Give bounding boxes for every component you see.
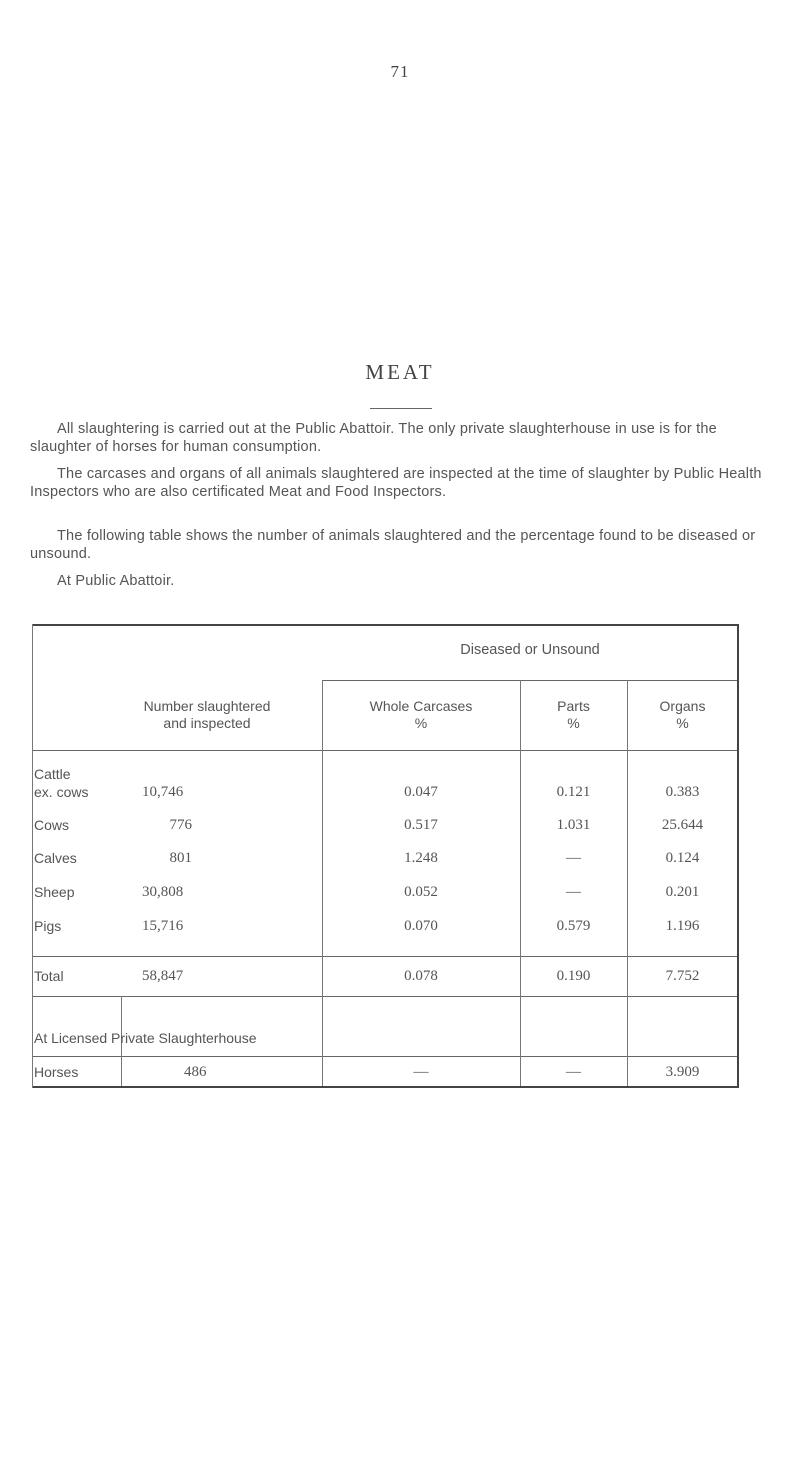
cell-organs-total: 7.752 [665, 968, 700, 984]
page-number: 71 [390, 62, 410, 81]
cell-whole: 0.047 [404, 784, 438, 800]
total-top-rule [32, 956, 738, 957]
row-label-calves: Calves [34, 850, 77, 866]
column-divider-organs [627, 680, 628, 1086]
cell-number: 30,808 [142, 884, 184, 900]
cell-parts: 0.121 [556, 784, 591, 800]
row-label-pigs: Pigs [34, 918, 62, 934]
header-whole-carcases: Whole Carcases [369, 698, 473, 714]
table-top-border [32, 624, 738, 626]
page-title: MEAT [365, 360, 435, 384]
paragraph-table-intro: The following table shows the number of animals slaughtered and the percentage found to be diseased or unsound. [30, 528, 756, 562]
cell-whole-total: 0.078 [404, 968, 438, 984]
licensed-section-label: At Licensed Private Slaughterhouse [34, 1030, 257, 1046]
cell-number: 776 [169, 817, 192, 833]
group-header-diseased: Diseased or Unsound [460, 642, 600, 658]
cell-organs: 0.124 [665, 850, 700, 866]
cell-number: 15,716 [142, 918, 184, 934]
row-label-cattle: Cattle [34, 766, 71, 782]
row-label-total: Total [34, 968, 64, 984]
row-label-sheep: Sheep [34, 884, 75, 900]
cell-organs: 25.644 [661, 817, 704, 833]
paragraph-abattoir: All slaughtering is carried out at the Public Abattoir. The only private slaughterhouse in use is for the slaughter of horses for human consumption. [30, 421, 717, 455]
heading-divider [370, 408, 432, 409]
header-organs-pct: % [676, 715, 689, 731]
cell-number: 10,746 [142, 784, 184, 800]
cell-organs: 1.196 [665, 918, 700, 934]
cell-whole: 1.248 [404, 850, 438, 866]
row-label-cows: Cows [34, 817, 70, 833]
header-number-line2: and inspected [163, 715, 251, 731]
cell-parts-total: 0.190 [556, 968, 591, 984]
table-bottom-border [32, 1086, 738, 1088]
cell-number: 801 [169, 850, 192, 866]
cell-number-horses: 486 [184, 1064, 207, 1080]
header-bottom-rule [32, 750, 738, 751]
cell-parts: — [566, 884, 581, 900]
cell-whole: 0.052 [404, 884, 438, 900]
header-organs: Organs [659, 698, 706, 714]
header-number-line1: Number slaughtered [143, 698, 271, 714]
total-bottom-rule [32, 996, 738, 997]
row-label-cattle-sub: ex. cows [34, 784, 89, 800]
cell-parts: — [566, 850, 581, 866]
row-label-horses: Horses [34, 1064, 79, 1080]
header-parts: Parts [557, 698, 590, 714]
cell-whole-horses: — [413, 1064, 429, 1080]
cell-number-total: 58,847 [142, 968, 184, 984]
cell-parts: 0.579 [556, 918, 591, 934]
paragraph-inspection: The carcases and organs of all animals slaughtered are inspected at the time of slaughter by Public Health Inspectors who are also certificated Meat and Food Inspectors. [30, 466, 762, 500]
group-header-rule [322, 680, 738, 681]
cell-whole: 0.517 [404, 817, 438, 833]
cell-organs-horses: 3.909 [665, 1064, 700, 1080]
cell-parts: 1.031 [556, 817, 591, 833]
cell-parts-horses: — [566, 1064, 581, 1080]
cell-organs: 0.383 [665, 784, 700, 800]
cell-organs: 0.201 [665, 884, 700, 900]
header-parts-pct: % [567, 715, 580, 731]
cell-whole: 0.070 [404, 918, 438, 934]
paragraph-location: At Public Abattoir. [57, 573, 175, 589]
slaughter-table [32, 598, 738, 1080]
column-divider-whole [322, 680, 323, 1086]
column-divider-parts [520, 680, 521, 1086]
licensed-bottom-rule [32, 1056, 738, 1057]
header-whole-pct: % [414, 715, 428, 731]
table-left-border [32, 624, 33, 1088]
